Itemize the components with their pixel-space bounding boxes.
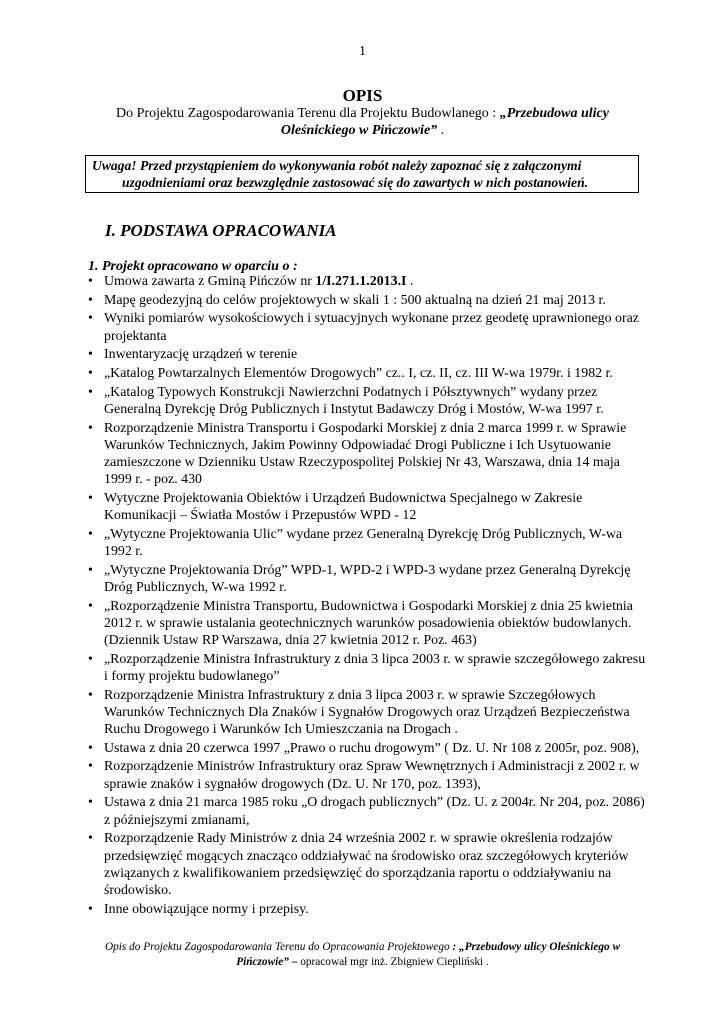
- page-number: 1: [359, 44, 366, 59]
- list-item: [88, 490, 648, 524]
- list-item-text: Inne obowiązujące normy i przepisy.: [104, 901, 309, 917]
- bullet-icon: •: [88, 526, 93, 542]
- document-title: OPIS: [342, 86, 383, 105]
- subtitle-project-name: „Przebudowa ulicy Oleśnickiego w Pińczowie”: [280, 106, 609, 138]
- warning-box: [85, 155, 639, 193]
- bullet-icon: •: [88, 687, 93, 703]
- list-item-text: Mapę geodezyjną do celów projektowych w skali 1 : 500 aktualną na dzień 21 maj 2013 r.: [104, 292, 606, 308]
- list-item: [88, 384, 648, 418]
- list-item: [88, 758, 648, 792]
- list-item: [88, 420, 648, 489]
- bullet-icon: •: [88, 292, 93, 308]
- contract-number: 1/I.271.1.2013.I: [315, 274, 407, 289]
- bullet-icon: •: [88, 311, 93, 327]
- list-item-text: „Katalog Powtarzalnych Elementów Drogowych” cz.. I, cz. II, cz. III W-wa 1979r. i 1982 r.: [104, 366, 613, 382]
- footer-author: opracował mgr inż. Zbigniew Ciepliński .: [300, 956, 489, 968]
- footer-prefix: Opis do Projektu Zagospodarowania Terenu do Opracowania Projektowego: [104, 941, 453, 953]
- list-item-text: Umowa zawarta z Gminą Pińczów nr: [104, 274, 316, 289]
- bullet-icon: •: [88, 384, 93, 400]
- bullet-icon: •: [88, 831, 93, 847]
- list-item-text: „Katalog Typowych Konstrukcji Nawierzchni Podatnych i Półsztywnych” wydany przez Generalną Dyrekcję Dróg Publicznych i Instytut Badawczy Dróg i Mostów, W-wa 1997 r.: [104, 384, 604, 417]
- list-item: [88, 562, 648, 596]
- section-heading: I. PODSTAWA OPRACOWANIA: [105, 221, 337, 240]
- page-footer: [95, 940, 630, 970]
- list-item-text: Ustawa z dnia 20 czerwca 1997 „Prawo o ruchu drogowym” ( Dz. U. Nr 108 z 2005r, poz. 908),: [104, 740, 640, 756]
- list-item: [88, 740, 648, 757]
- bullet-icon: •: [88, 740, 93, 756]
- list-item-text: Rozporządzenie Ministrów Infrastruktury oraz Spraw Wewnętrznych i Administracji z 2002 r. w sprawie znaków i sygnałów drogowych (Dz. U. Nr 170, poz. 1393),: [104, 759, 640, 792]
- list-item-text: Rozporządzenie Rady Ministrów z dnia 24 września 2002 r. w sprawie określenia rodzajów przedsięwzięć mogących znacząco oddziaływać na środowisko oraz szczegółowych kryteriów związanych z kwalifikowaniem przedsięwzięć do sporządzania raportu o oddziaływaniu na środowisko.: [104, 831, 629, 898]
- bullet-icon: •: [88, 420, 93, 436]
- list-item: [88, 346, 648, 363]
- footer-dash: –: [288, 956, 301, 968]
- footer-project-name: : „Przebudowy ulicy Oleśnickiego w Pińczowie”: [236, 941, 621, 968]
- sub-heading: 1. Projekt opracowano w oparciu o :: [88, 259, 298, 274]
- list-item: [88, 794, 648, 828]
- bullet-icon: •: [88, 901, 93, 917]
- list-item-text: Rozporządzenie Ministra Transportu i Gospodarki Morskiej z dnia 2 marca 1999 r. w Sprawie Warunków Technicznych, Jakim Powinny Odpowiadać Drogi Publiczne i Ich Usytuowanie zamieszczone w Dzienniku Ustaw Rzeczypospolitej Polskiej Nr 43, Warszawa, dnia 14 maja 1999 r. - poz. 430: [104, 420, 627, 488]
- list-item: [88, 830, 648, 899]
- list-item-text: „Wytyczne Projektowania Ulic” wydane przez Generalną Dyrekcję Dróg Publicznych, W-wa 1992 r.: [104, 526, 623, 560]
- warning-line-2: uzgodnieniami oraz bezwzględnie zastosować się do zawartych w nich postanowień.: [122, 175, 589, 190]
- list-item-text: Inwentaryzację urządzeń w terenie: [104, 347, 298, 363]
- basis-list: [88, 273, 648, 919]
- subtitle-suffix: .: [437, 123, 445, 138]
- list-item-text: Wytyczne Projektowania Obiektów i Urządzeń Budownictwa Specjalnego w Zakresie Komunikacji – Światła Mostów i Przepustów WPD - 12: [104, 490, 583, 524]
- document-subtitle: [90, 105, 635, 139]
- bullet-icon: •: [88, 651, 93, 667]
- bullet-icon: •: [88, 347, 93, 363]
- list-item-text: „Wytyczne Projektowania Dróg” WPD-1, WPD-2 i WPD-3 wydane przez Generalną Dyrekcję Dróg Publicznych, W-wa 1992 r.: [104, 562, 631, 595]
- list-item-text: Wyniki pomiarów wysokościowych i sytuacyjnych wykonane przez geodetę uprawnionego oraz projektanta: [104, 311, 639, 344]
- list-item-text-end: .: [406, 274, 414, 289]
- list-item-text: „Rozporządzenie Ministra Infrastruktury z dnia 3 lipca 2003 r. w sprawie szczegółowego zakresu i formy projektu budowlanego”: [104, 651, 646, 684]
- list-item: [88, 598, 648, 650]
- bullet-icon: •: [88, 274, 93, 289]
- list-item: [88, 365, 648, 382]
- list-item: [88, 651, 648, 685]
- list-item: [88, 292, 648, 309]
- list-item: [88, 901, 648, 918]
- bullet-icon: •: [88, 366, 93, 382]
- subtitle-prefix: Do Projektu Zagospodarowania Terenu dla Projektu Budowlanego :: [116, 106, 500, 121]
- list-item: [88, 687, 648, 739]
- bullet-icon: •: [88, 759, 93, 775]
- list-item: [88, 526, 648, 560]
- bullet-icon: •: [88, 562, 93, 578]
- warning-line-1: Uwaga! Przed przystąpieniem do wykonywania robót należy zapoznać się z załączonymi: [92, 158, 582, 173]
- bullet-icon: •: [88, 598, 93, 614]
- list-item-text: „Rozporządzenie Ministra Transportu, Budownictwa i Gospodarki Morskiej z dnia 25 kwietnia 2012 r. w sprawie ustalania geotechnicznych warunków posadowienia obiektów budowlanych.(Dziennik Ustaw RP Warszawa, dnia 27 kwietnia 2012 r. Poz. 463): [104, 598, 633, 649]
- bullet-icon: •: [88, 795, 93, 811]
- list-item: [88, 310, 648, 344]
- list-item-text: Ustawa z dnia 21 marca 1985 roku „O drogach publicznych” (Dz. U. z 2004r. Nr 204, poz. 2086) z późniejszymi zmianami,: [104, 795, 645, 828]
- list-item: [88, 273, 648, 290]
- list-item-text: Rozporządzenie Ministra Infrastruktury z dnia 3 lipca 2003 r. w sprawie Szczegółowych Warunków Technicznych Dla Znaków i Sygnałów Drogowych oraz Urządzeń Bezpieczeństwa Ruchu Drogowego i Warunków Ich Umieszczania na Drogach .: [104, 687, 630, 738]
- bullet-icon: •: [88, 490, 93, 506]
